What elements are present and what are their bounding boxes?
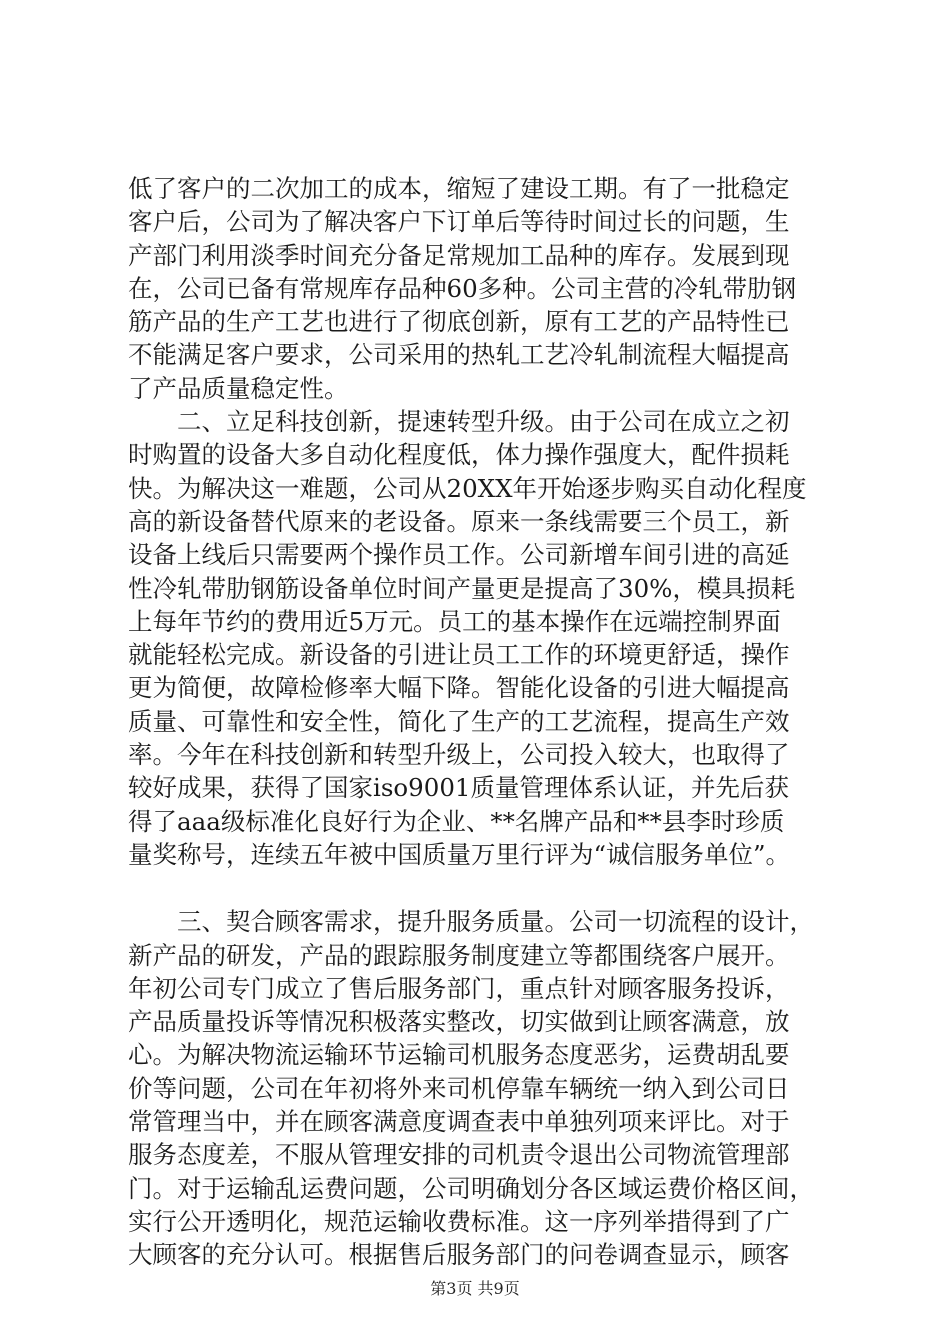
text-line: 新产品的研发，产品的跟踪服务制度建立等都围绕客户展开。 [128,940,790,970]
text-line: 了产品质量稳定性。 [128,373,349,403]
paragraph-1 [128,172,828,405]
text-line: 在，公司已备有常规库存品种60多种。公司主营的冷轧带肋钢 [128,273,797,303]
paragraph-3 [128,905,828,1271]
text-line: 产品质量投诉等情况积极落实整改，切实做到让顾客满意，放 [128,1007,790,1037]
document-body [128,172,828,1272]
text-line: 实行公开透明化，规范运输收费标准。这一序列举措得到了广 [128,1206,790,1236]
text-line: 筋产品的生产工艺也进行了彻底创新，原有工艺的产品特性已 [128,307,790,337]
text-line: 年初公司专门成立了售后服务部门，重点针对顾客服务投诉， [128,973,790,1003]
text-line: 率。今年在科技创新和转型升级上，公司投入较大，也取得了 [128,740,790,770]
text-line: 产部门利用淡季时间充分备足常规加工品种的库存。发展到现 [128,240,790,270]
text-line: 三、契合顾客需求，提升服务质量。公司一切流程的设计， [128,907,814,937]
text-line: 质量、可靠性和安全性，简化了生产的工艺流程，提高生产效 [128,706,790,736]
text-line: 较好成果，获得了国家iso9001质量管理体系认证，并先后获 [128,773,790,803]
text-line: 价等问题，公司在年初将外来司机停靠车辆统一纳入到公司日 [128,1073,790,1103]
text-line: 量奖称号，连续五年被中国质量万里行评为“诚信服务单位”。 [128,839,791,869]
text-line: 高的新设备替代原来的老设备。原来一条线需要三个员工，新 [128,506,790,536]
page-number: 第3页 共9页 [430,1279,520,1298]
text-line: 客户后，公司为了解决客户下订单后等待时间过长的问题，生 [128,207,790,237]
text-line: 门。对于运输乱运费问题，公司明确划分各区域运费价格区间， [128,1173,814,1203]
text-line: 得了aaa级标准化良好行为企业、**名牌产品和**县李时珍质 [128,806,785,836]
paragraph-2 [128,405,828,871]
text-line: 大顾客的充分认可。根据售后服务部门的问卷调查显示，顾客 [128,1240,790,1270]
text-line: 低了客户的二次加工的成本，缩短了建设工期。有了一批稳定 [128,174,790,203]
text-line: 二、立足科技创新，提速转型升级。由于公司在成立之初 [128,407,790,437]
page-footer [0,1278,950,1300]
text-line: 时购置的设备大多自动化程度低，体力操作强度大，配件损耗 [128,440,790,470]
text-line: 设备上线后只需要两个操作员工作。公司新增车间引进的高延 [128,540,790,570]
text-line: 快。为解决这一难题，公司从20XX年开始逐步购买自动化程度 [128,473,807,503]
text-line: 就能轻松完成。新设备的引进让员工工作的环境更舒适，操作 [128,640,790,670]
text-line: 服务态度差，不服从管理安排的司机责令退出公司物流管理部 [128,1140,790,1170]
paragraph-gap [128,871,828,905]
text-line: 上每年节约的费用近5万元。员工的基本操作在远端控制界面 [128,606,781,636]
text-line: 不能满足客户要求，公司采用的热轧工艺冷轧制流程大幅提高 [128,340,790,370]
text-line: 常管理当中，并在顾客满意度调查表中单独列项来评比。对于 [128,1107,790,1137]
text-line: 性冷轧带肋钢筋设备单位时间产量更是提高了30%，模具损耗 [128,573,795,603]
text-line: 更为简便，故障检修率大幅下降。智能化设备的引进大幅提高 [128,673,790,703]
text-line: 心。为解决物流运输环节运输司机服务态度恶劣，运费胡乱要 [128,1040,790,1070]
